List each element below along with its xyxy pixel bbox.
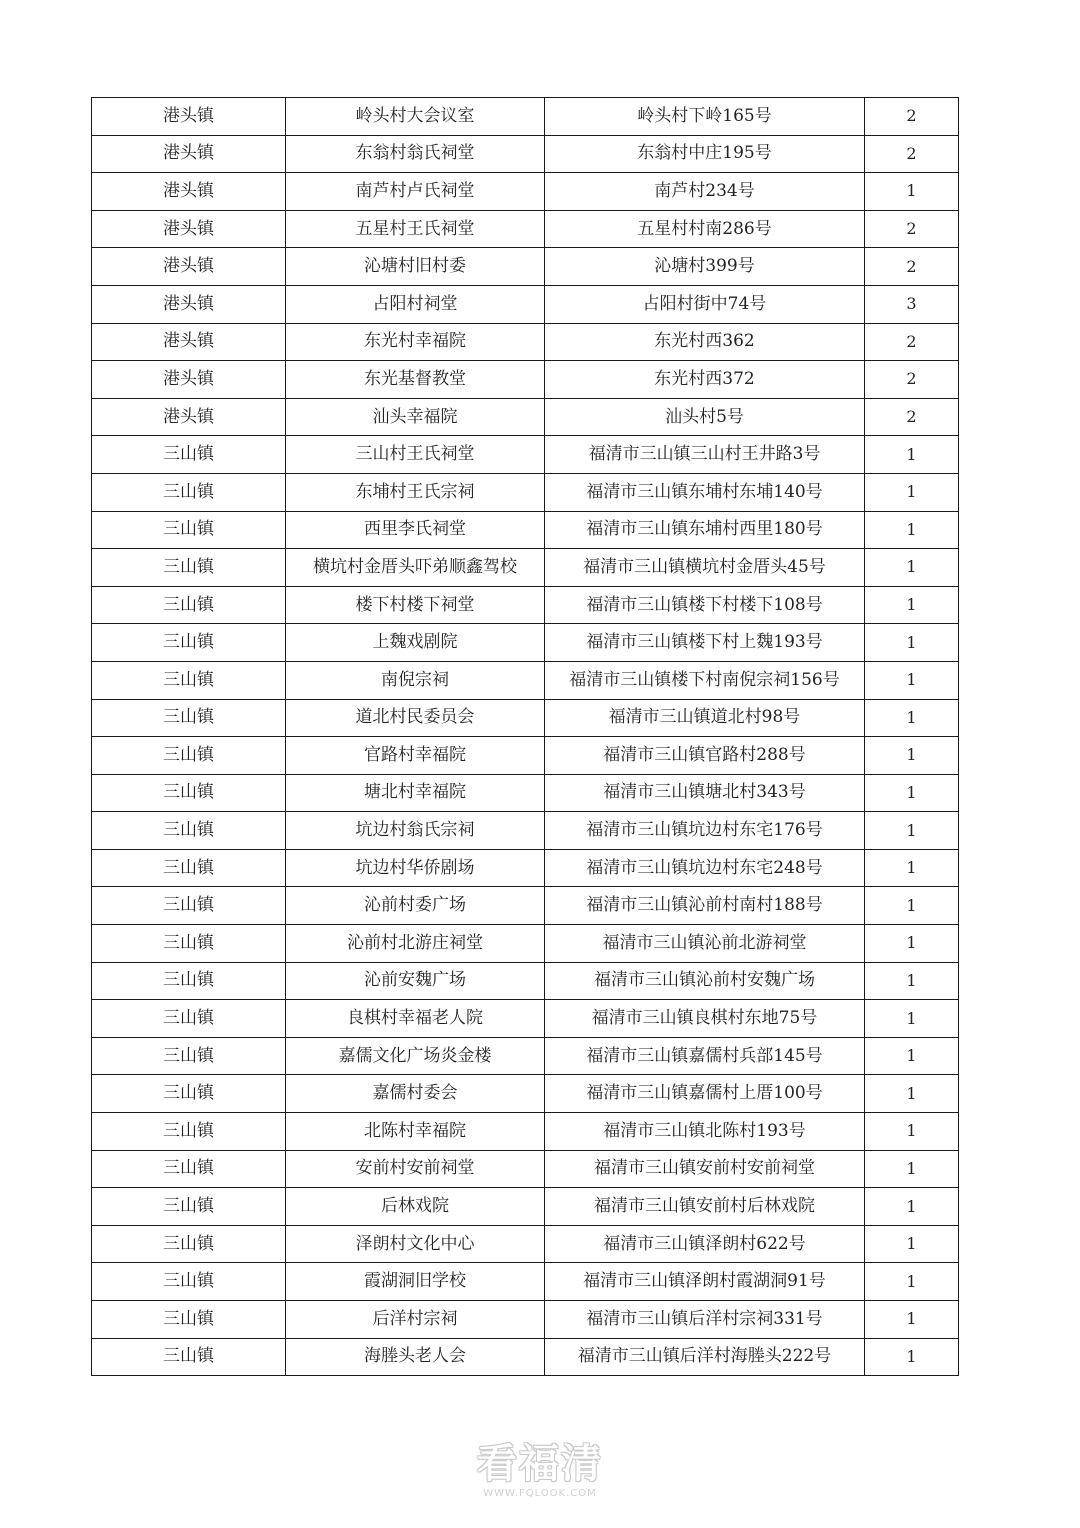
address-cell: 福清市三山镇楼下村南倪宗祠156号 xyxy=(545,661,865,699)
count-cell: 1 xyxy=(865,1037,959,1075)
count-cell: 1 xyxy=(865,925,959,963)
address-cell: 福清市三山镇安前村后林戏院 xyxy=(545,1188,865,1226)
count-cell: 2 xyxy=(865,210,959,248)
table-row xyxy=(92,737,959,775)
venue-cell: 嘉儒文化广场炎金楼 xyxy=(286,1037,545,1075)
town-cell: 三山镇 xyxy=(92,436,286,474)
town-cell: 三山镇 xyxy=(92,1301,286,1339)
address-cell: 福清市三山镇良棋村东地75号 xyxy=(545,1000,865,1038)
count-cell: 1 xyxy=(865,586,959,624)
count-cell: 2 xyxy=(865,398,959,436)
town-cell: 三山镇 xyxy=(92,1000,286,1038)
venue-table-body xyxy=(92,98,959,1376)
town-cell: 三山镇 xyxy=(92,774,286,812)
town-cell: 港头镇 xyxy=(92,173,286,211)
address-cell: 东光村西372 xyxy=(545,361,865,399)
table-row xyxy=(92,1338,959,1376)
venue-cell: 南倪宗祠 xyxy=(286,661,545,699)
town-cell: 港头镇 xyxy=(92,361,286,399)
count-cell: 1 xyxy=(865,173,959,211)
venue-cell: 东光基督教堂 xyxy=(286,361,545,399)
address-cell: 福清市三山镇沁前北游祠堂 xyxy=(545,925,865,963)
table-row xyxy=(92,1225,959,1263)
address-cell: 福清市三山镇东埔村西里180号 xyxy=(545,511,865,549)
count-cell: 1 xyxy=(865,1075,959,1113)
table-row xyxy=(92,1188,959,1226)
count-cell: 2 xyxy=(865,361,959,399)
address-cell: 占阳村街中74号 xyxy=(545,285,865,323)
table-row xyxy=(92,962,959,1000)
table-row xyxy=(92,661,959,699)
town-cell: 三山镇 xyxy=(92,1263,286,1301)
address-cell: 福清市三山镇横坑村金厝头45号 xyxy=(545,549,865,587)
address-cell: 东翁村中庄195号 xyxy=(545,135,865,173)
count-cell: 1 xyxy=(865,1113,959,1151)
town-cell: 三山镇 xyxy=(92,1225,286,1263)
address-cell: 福清市三山镇沁前村安魏广场 xyxy=(545,962,865,1000)
address-cell: 福清市三山镇坑边村东宅248号 xyxy=(545,849,865,887)
address-cell: 福清市三山镇北陈村193号 xyxy=(545,1113,865,1151)
town-cell: 港头镇 xyxy=(92,98,286,136)
venue-cell: 五星村王氏祠堂 xyxy=(286,210,545,248)
count-cell: 1 xyxy=(865,887,959,925)
count-cell: 1 xyxy=(865,511,959,549)
address-cell: 福清市三山镇东埔村东埔140号 xyxy=(545,473,865,511)
count-cell: 1 xyxy=(865,624,959,662)
address-cell: 福清市三山镇塘北村343号 xyxy=(545,774,865,812)
count-cell: 1 xyxy=(865,473,959,511)
count-cell: 1 xyxy=(865,661,959,699)
watermark xyxy=(470,1442,610,1499)
address-cell: 东光村西362 xyxy=(545,323,865,361)
count-cell: 1 xyxy=(865,1000,959,1038)
town-cell: 三山镇 xyxy=(92,1338,286,1376)
venue-cell: 道北村民委员会 xyxy=(286,699,545,737)
venue-cell: 坑边村翁氏宗祠 xyxy=(286,812,545,850)
address-cell: 福清市三山镇嘉儒村上厝100号 xyxy=(545,1075,865,1113)
venue-cell: 霞湖洞旧学校 xyxy=(286,1263,545,1301)
venue-cell: 横坑村金厝头吓弟顺鑫驾校 xyxy=(286,549,545,587)
venue-cell: 上魏戏剧院 xyxy=(286,624,545,662)
town-cell: 港头镇 xyxy=(92,135,286,173)
address-cell: 福清市三山镇官路村288号 xyxy=(545,737,865,775)
table-row xyxy=(92,699,959,737)
watermark-url: WWW.FQLOOK.COM xyxy=(483,1488,597,1499)
address-cell: 福清市三山镇道北村98号 xyxy=(545,699,865,737)
address-cell: 福清市三山镇楼下村上魏193号 xyxy=(545,624,865,662)
address-cell: 福清市三山镇泽朗村622号 xyxy=(545,1225,865,1263)
table-row xyxy=(92,361,959,399)
venue-cell: 塘北村幸福院 xyxy=(286,774,545,812)
address-cell: 福清市三山镇沁前村南村188号 xyxy=(545,887,865,925)
table-row xyxy=(92,1075,959,1113)
town-cell: 三山镇 xyxy=(92,737,286,775)
count-cell: 2 xyxy=(865,323,959,361)
venue-cell: 楼下村楼下祠堂 xyxy=(286,586,545,624)
venue-cell: 沁前安魏广场 xyxy=(286,962,545,1000)
venue-cell: 坑边村华侨剧场 xyxy=(286,849,545,887)
venue-cell: 东翁村翁氏祠堂 xyxy=(286,135,545,173)
count-cell: 1 xyxy=(865,549,959,587)
town-cell: 港头镇 xyxy=(92,248,286,286)
venue-cell: 海塍头老人会 xyxy=(286,1338,545,1376)
address-cell: 福清市三山镇坑边村东宅176号 xyxy=(545,812,865,850)
venue-cell: 占阳村祠堂 xyxy=(286,285,545,323)
town-cell: 三山镇 xyxy=(92,849,286,887)
table-row xyxy=(92,135,959,173)
table-row xyxy=(92,173,959,211)
count-cell: 2 xyxy=(865,135,959,173)
table-row xyxy=(92,1113,959,1151)
venue-cell: 沁塘村旧村委 xyxy=(286,248,545,286)
address-cell: 福清市三山镇楼下村楼下108号 xyxy=(545,586,865,624)
count-cell: 3 xyxy=(865,285,959,323)
table-row xyxy=(92,586,959,624)
address-cell: 福清市三山镇后洋村宗祠331号 xyxy=(545,1301,865,1339)
table-row xyxy=(92,248,959,286)
town-cell: 三山镇 xyxy=(92,1113,286,1151)
count-cell: 1 xyxy=(865,1150,959,1188)
town-cell: 三山镇 xyxy=(92,1075,286,1113)
table-row xyxy=(92,473,959,511)
venue-cell: 嘉儒村委会 xyxy=(286,1075,545,1113)
table-row xyxy=(92,774,959,812)
table-row xyxy=(92,210,959,248)
address-cell: 福清市三山镇嘉儒村兵部145号 xyxy=(545,1037,865,1075)
venue-cell: 沁前村北游庄祠堂 xyxy=(286,925,545,963)
town-cell: 三山镇 xyxy=(92,812,286,850)
town-cell: 三山镇 xyxy=(92,1188,286,1226)
venue-cell: 西里李氏祠堂 xyxy=(286,511,545,549)
venue-cell: 官路村幸福院 xyxy=(286,737,545,775)
table-row xyxy=(92,925,959,963)
table-row xyxy=(92,887,959,925)
table-row xyxy=(92,436,959,474)
venue-cell: 后林戏院 xyxy=(286,1188,545,1226)
venue-cell: 岭头村大会议室 xyxy=(286,98,545,136)
town-cell: 三山镇 xyxy=(92,511,286,549)
count-cell: 1 xyxy=(865,849,959,887)
count-cell: 1 xyxy=(865,812,959,850)
count-cell: 1 xyxy=(865,1188,959,1226)
venue-cell: 泽朗村文化中心 xyxy=(286,1225,545,1263)
town-cell: 三山镇 xyxy=(92,925,286,963)
venue-cell: 三山村王氏祠堂 xyxy=(286,436,545,474)
table-row xyxy=(92,549,959,587)
town-cell: 三山镇 xyxy=(92,887,286,925)
town-cell: 三山镇 xyxy=(92,586,286,624)
table-row xyxy=(92,1150,959,1188)
table-row xyxy=(92,1263,959,1301)
address-cell: 沁塘村399号 xyxy=(545,248,865,286)
address-cell: 福清市三山镇泽朗村霞湖洞91号 xyxy=(545,1263,865,1301)
table-row xyxy=(92,323,959,361)
town-cell: 三山镇 xyxy=(92,624,286,662)
table-row xyxy=(92,285,959,323)
town-cell: 港头镇 xyxy=(92,285,286,323)
count-cell: 2 xyxy=(865,98,959,136)
count-cell: 1 xyxy=(865,699,959,737)
address-cell: 福清市三山镇三山村王井路3号 xyxy=(545,436,865,474)
town-cell: 三山镇 xyxy=(92,473,286,511)
town-cell: 三山镇 xyxy=(92,661,286,699)
address-cell: 南芦村234号 xyxy=(545,173,865,211)
venue-cell: 南芦村卢氏祠堂 xyxy=(286,173,545,211)
count-cell: 1 xyxy=(865,774,959,812)
address-cell: 五星村村南286号 xyxy=(545,210,865,248)
count-cell: 1 xyxy=(865,737,959,775)
town-cell: 三山镇 xyxy=(92,1150,286,1188)
town-cell: 港头镇 xyxy=(92,398,286,436)
count-cell: 1 xyxy=(865,1225,959,1263)
town-cell: 三山镇 xyxy=(92,699,286,737)
address-cell: 岭头村下岭165号 xyxy=(545,98,865,136)
venue-cell: 北陈村幸福院 xyxy=(286,1113,545,1151)
table-row xyxy=(92,98,959,136)
town-cell: 港头镇 xyxy=(92,323,286,361)
venue-cell: 安前村安前祠堂 xyxy=(286,1150,545,1188)
venue-cell: 后洋村宗祠 xyxy=(286,1301,545,1339)
venue-cell: 东埔村王氏宗祠 xyxy=(286,473,545,511)
table-row xyxy=(92,1037,959,1075)
table-row xyxy=(92,849,959,887)
count-cell: 1 xyxy=(865,962,959,1000)
town-cell: 三山镇 xyxy=(92,549,286,587)
address-cell: 汕头村5号 xyxy=(545,398,865,436)
table-row xyxy=(92,398,959,436)
venue-cell: 汕头幸福院 xyxy=(286,398,545,436)
watermark-logo: 看福清 xyxy=(477,1441,603,1487)
count-cell: 1 xyxy=(865,1338,959,1376)
table-row xyxy=(92,511,959,549)
table-row xyxy=(92,624,959,662)
town-cell: 三山镇 xyxy=(92,962,286,1000)
address-cell: 福清市三山镇安前村安前祠堂 xyxy=(545,1150,865,1188)
count-cell: 1 xyxy=(865,1301,959,1339)
count-cell: 1 xyxy=(865,436,959,474)
table-row xyxy=(92,1000,959,1038)
count-cell: 1 xyxy=(865,1263,959,1301)
venue-table xyxy=(91,97,959,1376)
venue-cell: 沁前村委广场 xyxy=(286,887,545,925)
address-cell: 福清市三山镇后洋村海塍头222号 xyxy=(545,1338,865,1376)
town-cell: 三山镇 xyxy=(92,1037,286,1075)
venue-cell: 良棋村幸福老人院 xyxy=(286,1000,545,1038)
town-cell: 港头镇 xyxy=(92,210,286,248)
table-row xyxy=(92,1301,959,1339)
venue-cell: 东光村幸福院 xyxy=(286,323,545,361)
table-row xyxy=(92,812,959,850)
count-cell: 2 xyxy=(865,248,959,286)
